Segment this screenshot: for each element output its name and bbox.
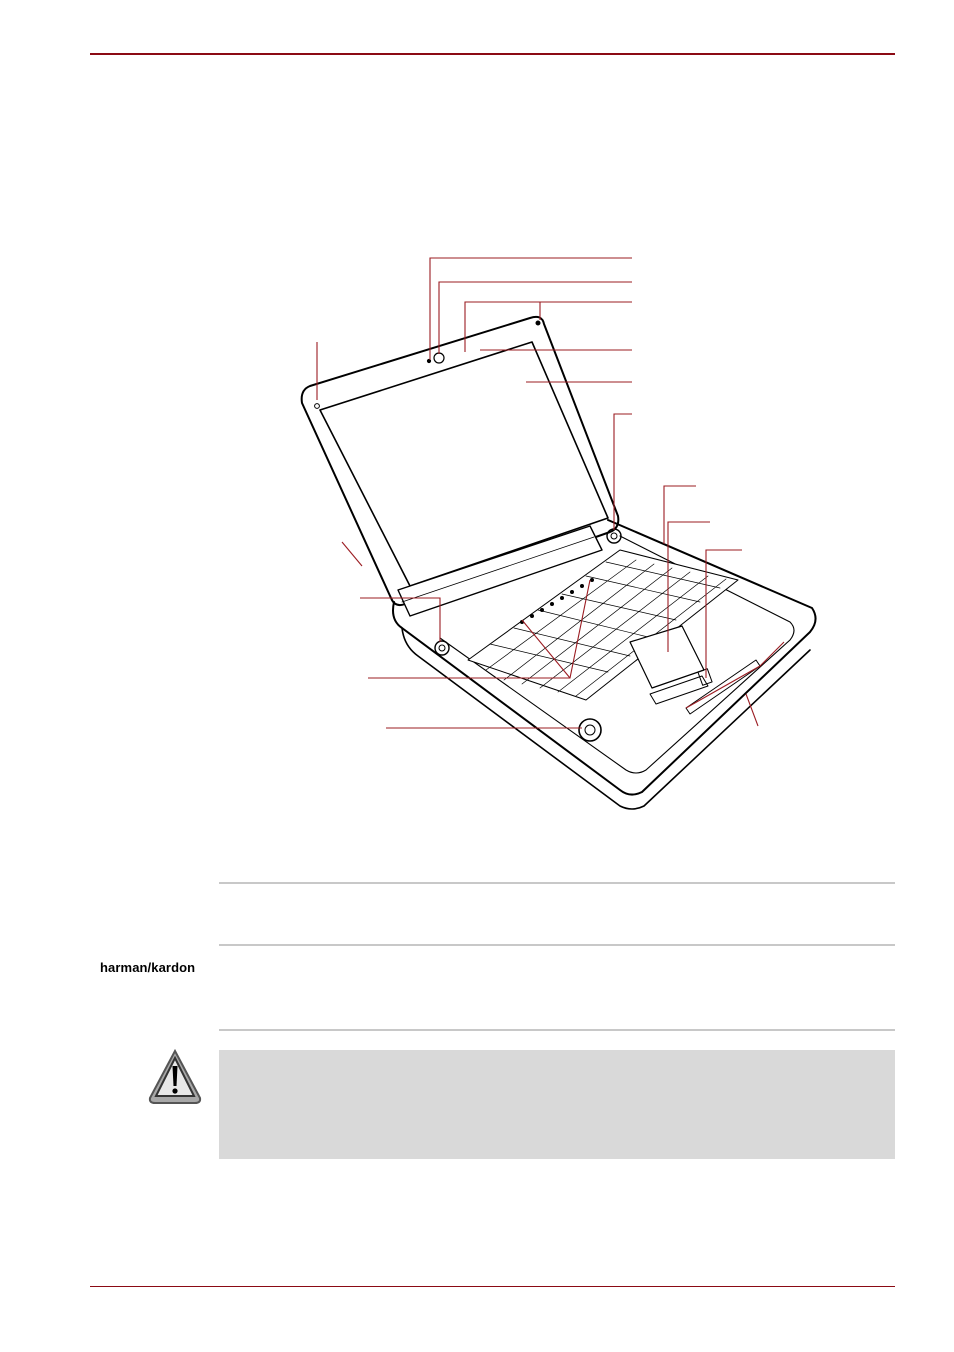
table-divider [219,882,895,884]
warning-triangle-icon [148,1048,202,1106]
power-button [579,719,601,741]
table-divider [219,1029,895,1031]
footer-rule [90,1286,895,1287]
header-rule [90,53,895,55]
right-speaker [607,529,621,543]
laptop-front-illustration [290,250,830,810]
table-divider [219,944,895,946]
brand-logo: harman/kardon [100,960,196,975]
caution-box [219,1050,895,1159]
display-lid [302,317,619,605]
left-speaker [435,641,449,655]
